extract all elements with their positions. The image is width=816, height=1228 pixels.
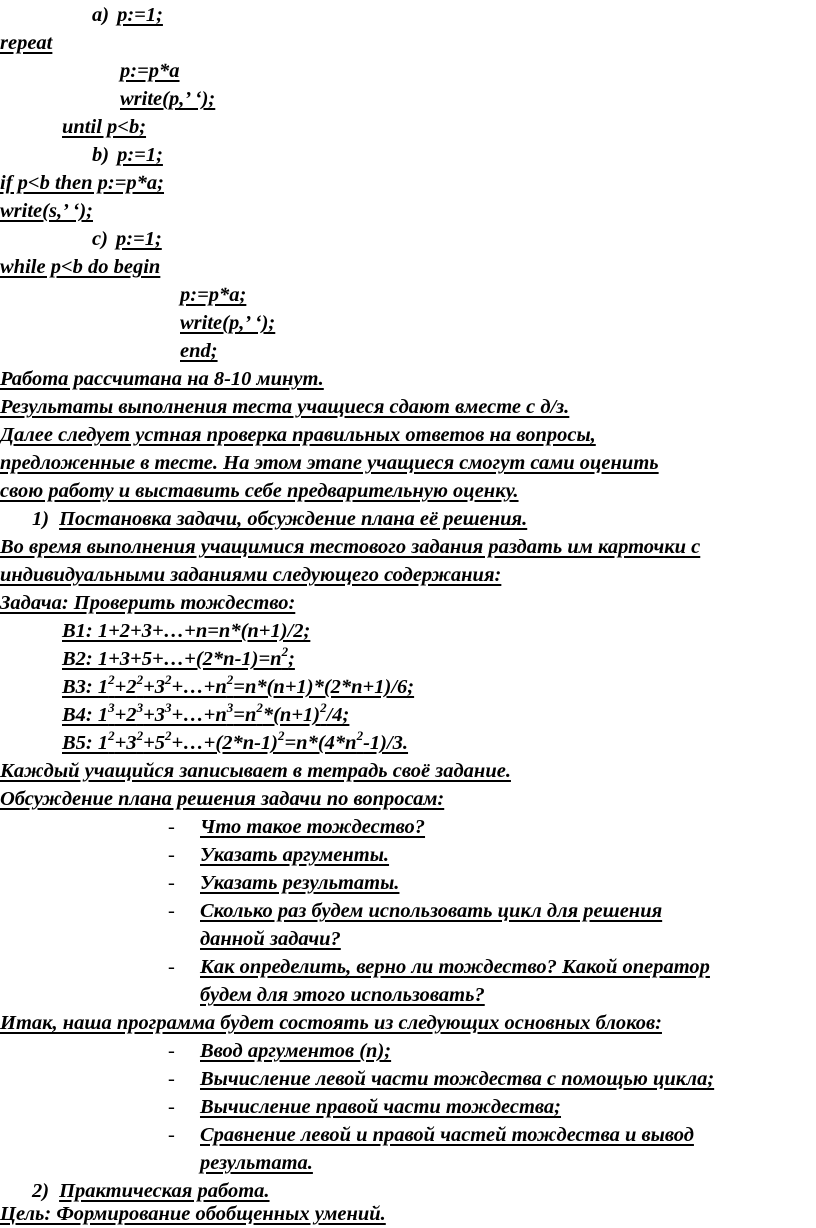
step2-number: 2) bbox=[32, 1180, 50, 1202]
code-a-init: p:=1; bbox=[117, 4, 163, 26]
code-b-header bbox=[0, 142, 163, 169]
discussion-text: Обсуждение плана решения задачи по вопросам: bbox=[0, 788, 445, 810]
step1-title: Постановка задачи, обсуждение плана её решения. bbox=[59, 508, 528, 530]
cards-text-line1: Во время выполнения учащимися тестового задания раздать им карточки с bbox=[0, 536, 701, 558]
block-4-line2: результата. bbox=[200, 1152, 313, 1174]
code-b-write: write(s,’ ‘); bbox=[0, 200, 93, 222]
question-4-line1: Сколько раз будем использовать цикл для решения bbox=[200, 900, 663, 922]
question-1: Что такое тождество? bbox=[200, 816, 426, 838]
question-5-line1: Как определить, верно ли тождество? Какой оператор bbox=[200, 956, 710, 978]
code-c-init: p:=1; bbox=[115, 228, 162, 250]
step1-number: 1) bbox=[32, 508, 50, 530]
variant-b1: В1: 1+2+3+…+n=n*(n+1)/2; bbox=[62, 620, 311, 642]
cards-text-line2: индивидуальными заданиями следующего содержания: bbox=[0, 564, 502, 586]
goal-text: Цель: Формирование обобщенных умений. bbox=[0, 1203, 386, 1225]
work-time-text: Работа рассчитана на 8-10 минут. bbox=[0, 368, 324, 390]
code-b-init: p:=1; bbox=[117, 144, 163, 166]
code-c-line2: write(p,’ ‘); bbox=[180, 312, 276, 334]
block-1: Ввод аргументов (n); bbox=[200, 1040, 392, 1062]
variant-b3: В3: $1^2+2^2+3^2+\dots+n^2=n*(n+1)*(2*n+1)/6$; bbox=[62, 672, 415, 698]
document-page: a) p:=1; repeat p:=p*a write(p,’ ‘); until p<b; b) p:=1; if p<b then p:=p*a; write(s,’ ‘); c) p:=1; while p<b do begin p:=p*a; write(p,’ ‘); end; Работа рассчитана на 8-10 минут. Результаты выполнения теста учащиеся сдают вместе с д/з. Далее следует устная проверка правильных ответов на вопросы, предложенные в тесте. На этом этапе учащиеся смогут сами оценить свою работу и выставить себе предварительную оценку. 1) Постановка задачи, обсуждение плана её решения. Во время выполнения учащимися тестового задания раздать им карточки с индивидуальными заданиями следующего содержания: Задача: Проверить тождество: В1: 1+2+3+…+n=n*(n+1)/2; В2: $1+3+5+\dots+(2*n-1)=n^2$; В3: $1^2+2^2+3^2+\dots+n^2=n*(n+1)*(2*n+1)/6$; В4: $1^3+2^3+3^3+\dots+n^3=n^2*(n+1)^2/4$; В5: $1^2+3^2+5^2+\dots+(2*n-1)^2=n*(4*n^2-1)/3$. Каждый учащийся записывает в тетрадь своё задание. Обсуждение плана решения задачи по вопросам: - Что такое тождество? - Указать аргументы. - Указать результаты. - Сколько раз будем использовать цикл для решения данной задачи? - Как определить, верно ли тождество? Какой оператор будем для этого использовать? Итак, наша программа будет состоять из следующих основных блоков: - Ввод аргументов (n); - Вычисление левой части тождества с помощью цикла; - Вычисление правой части тождества; - Сравнение левой и правой частей тождества и вывод результата. 2) Практическая работа. Цель: Формирование обобщенных умений. bbox=[0, 4, 715, 1225]
code-a-repeat: repeat bbox=[0, 32, 53, 54]
block-4-line1: Сравнение левой и правой частей тождества и вывод bbox=[200, 1124, 694, 1146]
code-c-end: end; bbox=[180, 340, 218, 362]
block-2: Вычисление левой части тождества с помощью цикла; bbox=[200, 1068, 715, 1090]
question-2: Указать аргументы. bbox=[200, 844, 390, 866]
code-a-until: until p<b; bbox=[62, 116, 147, 138]
step2-heading bbox=[0, 1178, 270, 1205]
code-a-line2: write(p,’ ‘); bbox=[120, 88, 216, 110]
variant-b4: В4: $1^3+2^3+3^3+\dots+n^3=n^2*(n+1)^2/4$; bbox=[62, 700, 350, 726]
code-c-marker: c) bbox=[92, 228, 108, 250]
results-text: Результаты выполнения теста учащиеся сдают вместе с д/з. bbox=[0, 396, 570, 418]
code-a-line1: p:=p*a bbox=[120, 60, 180, 82]
check-text-line2: предложенные в тесте. На этом этапе учащиеся смогут сами оценить bbox=[0, 452, 659, 474]
code-b-marker: b) bbox=[92, 144, 110, 166]
step2-title: Практическая работа. bbox=[59, 1180, 270, 1202]
question-4-line2: данной задачи? bbox=[200, 928, 341, 950]
task-text: Задача: Проверить тождество: bbox=[0, 592, 296, 614]
code-b-if: if p<b then p:=p*a; bbox=[0, 172, 165, 194]
code-a-header bbox=[0, 2, 163, 29]
code-c-while: while p<b do begin bbox=[0, 256, 161, 278]
question-3: Указать результаты. bbox=[200, 872, 400, 894]
question-5-line2: будем для этого использовать? bbox=[200, 984, 485, 1006]
code-c-header bbox=[0, 226, 162, 253]
program-blocks-text: Итак, наша программа будет состоять из следующих основных блоков: bbox=[0, 1012, 662, 1034]
block-3: Вычисление правой части тождества; bbox=[200, 1096, 562, 1118]
code-a-marker: a) bbox=[92, 4, 110, 26]
check-text-line3: свою работу и выставить себе предварительную оценку. bbox=[0, 480, 519, 502]
check-text-line1: Далее следует устная проверка правильных ответов на вопросы, bbox=[0, 424, 596, 446]
step1-heading bbox=[0, 506, 527, 533]
variant-b5: В5: $1^2+3^2+5^2+\dots+(2*n-1)^2=n*(4*n^2-1)/3$. bbox=[62, 728, 409, 754]
code-c-line1: p:=p*a; bbox=[180, 284, 247, 306]
each-student-text: Каждый учащийся записывает в тетрадь своё задание. bbox=[0, 760, 511, 782]
variant-b2: В2: $1+3+5+\dots+(2*n-1)=n^2$; bbox=[62, 644, 295, 670]
